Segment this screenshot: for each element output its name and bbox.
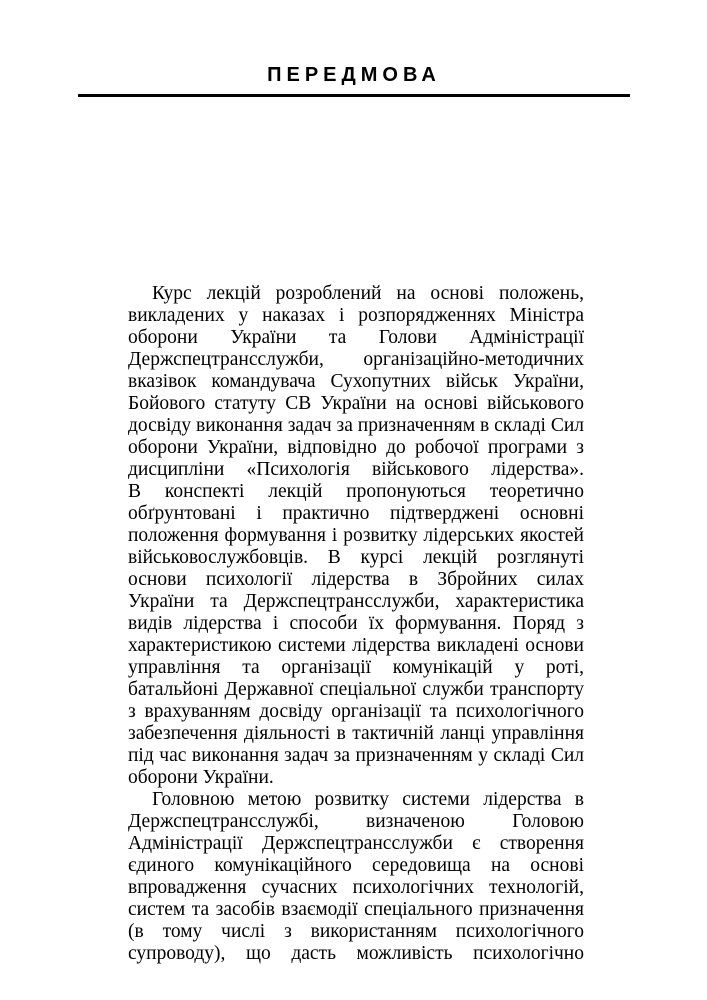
text-line: з врахуванням досвіду організації та психологічного [128,701,584,722]
body-text [128,283,584,965]
text-line: основи психології лідерства в Збройних силах [128,569,584,590]
paragraph-1 [128,283,584,789]
text-line: викладених у наказах і розпорядженнях Міністра [128,305,584,326]
text-line: впровадження сучасних психологічних технологій, [128,877,584,898]
text-line: Курс лекцій розроблений на основі положень, [152,283,584,304]
text-line: систем та засобів взаємодії спеціального призначення [128,899,584,920]
text-line: положення формування і розвитку лідерських якостей [128,525,584,546]
text-line: оборони України, відповідно до робочої програми з [128,437,584,458]
text-line: Головною метою розвитку системи лідерства в [152,789,584,810]
text-line: В конспекті лекцій пропонуються теоретично [128,481,584,502]
text-line: Держспецтрансслужби, організаційно-методичних [128,349,584,370]
text-line: досвіду виконання задач за призначенням в складі Сил [128,415,584,436]
text-line: вказівок командувача Сухопутних військ України, [128,371,584,392]
text-line: управління та організації комунікацій у роті, [128,657,584,678]
text-line: забезпечення діяльності в тактичній ланці управління [128,723,584,744]
page-heading: ПЕРЕДМОВА [267,64,441,86]
text-line: оборони України та Голови Адміністрації [128,327,584,348]
text-line: дисципліни «Психологія військового лідерства». [128,459,584,480]
text-line: обґрунтовані і практично підтверджені основні [128,503,584,524]
text-line: батальйоні Державної спеціальної служби транспорту [128,679,584,700]
heading-divider [78,94,630,97]
text-line: супроводу), що дасть можливість психологічно [128,943,584,964]
text-line: Держспецтрансслужбі, визначеною Головою [128,811,584,832]
text-line: характеристикою системи лідерства викладені основи [128,635,584,656]
text-line: України та Держспецтрансслужби, характеристика [128,591,584,612]
text-line: під час виконання задач за призначенням у складі Сил [128,745,584,766]
text-line: видів лідерства і способи їх формування. Поряд з [128,613,584,634]
text-line: (в тому числі з використанням психологічного [128,921,584,942]
text-line: оборони України. [128,767,274,788]
text-line: Адміністрації Держспецтрансслужби є створення [128,833,584,854]
text-line: Бойового статуту СВ України на основі військового [128,393,584,414]
text-line: єдиного комунікаційного середовища на основі [128,855,584,876]
paragraph-2 [128,789,584,965]
text-line: військовослужбовців. В курсі лекцій розглянуті [128,547,584,568]
